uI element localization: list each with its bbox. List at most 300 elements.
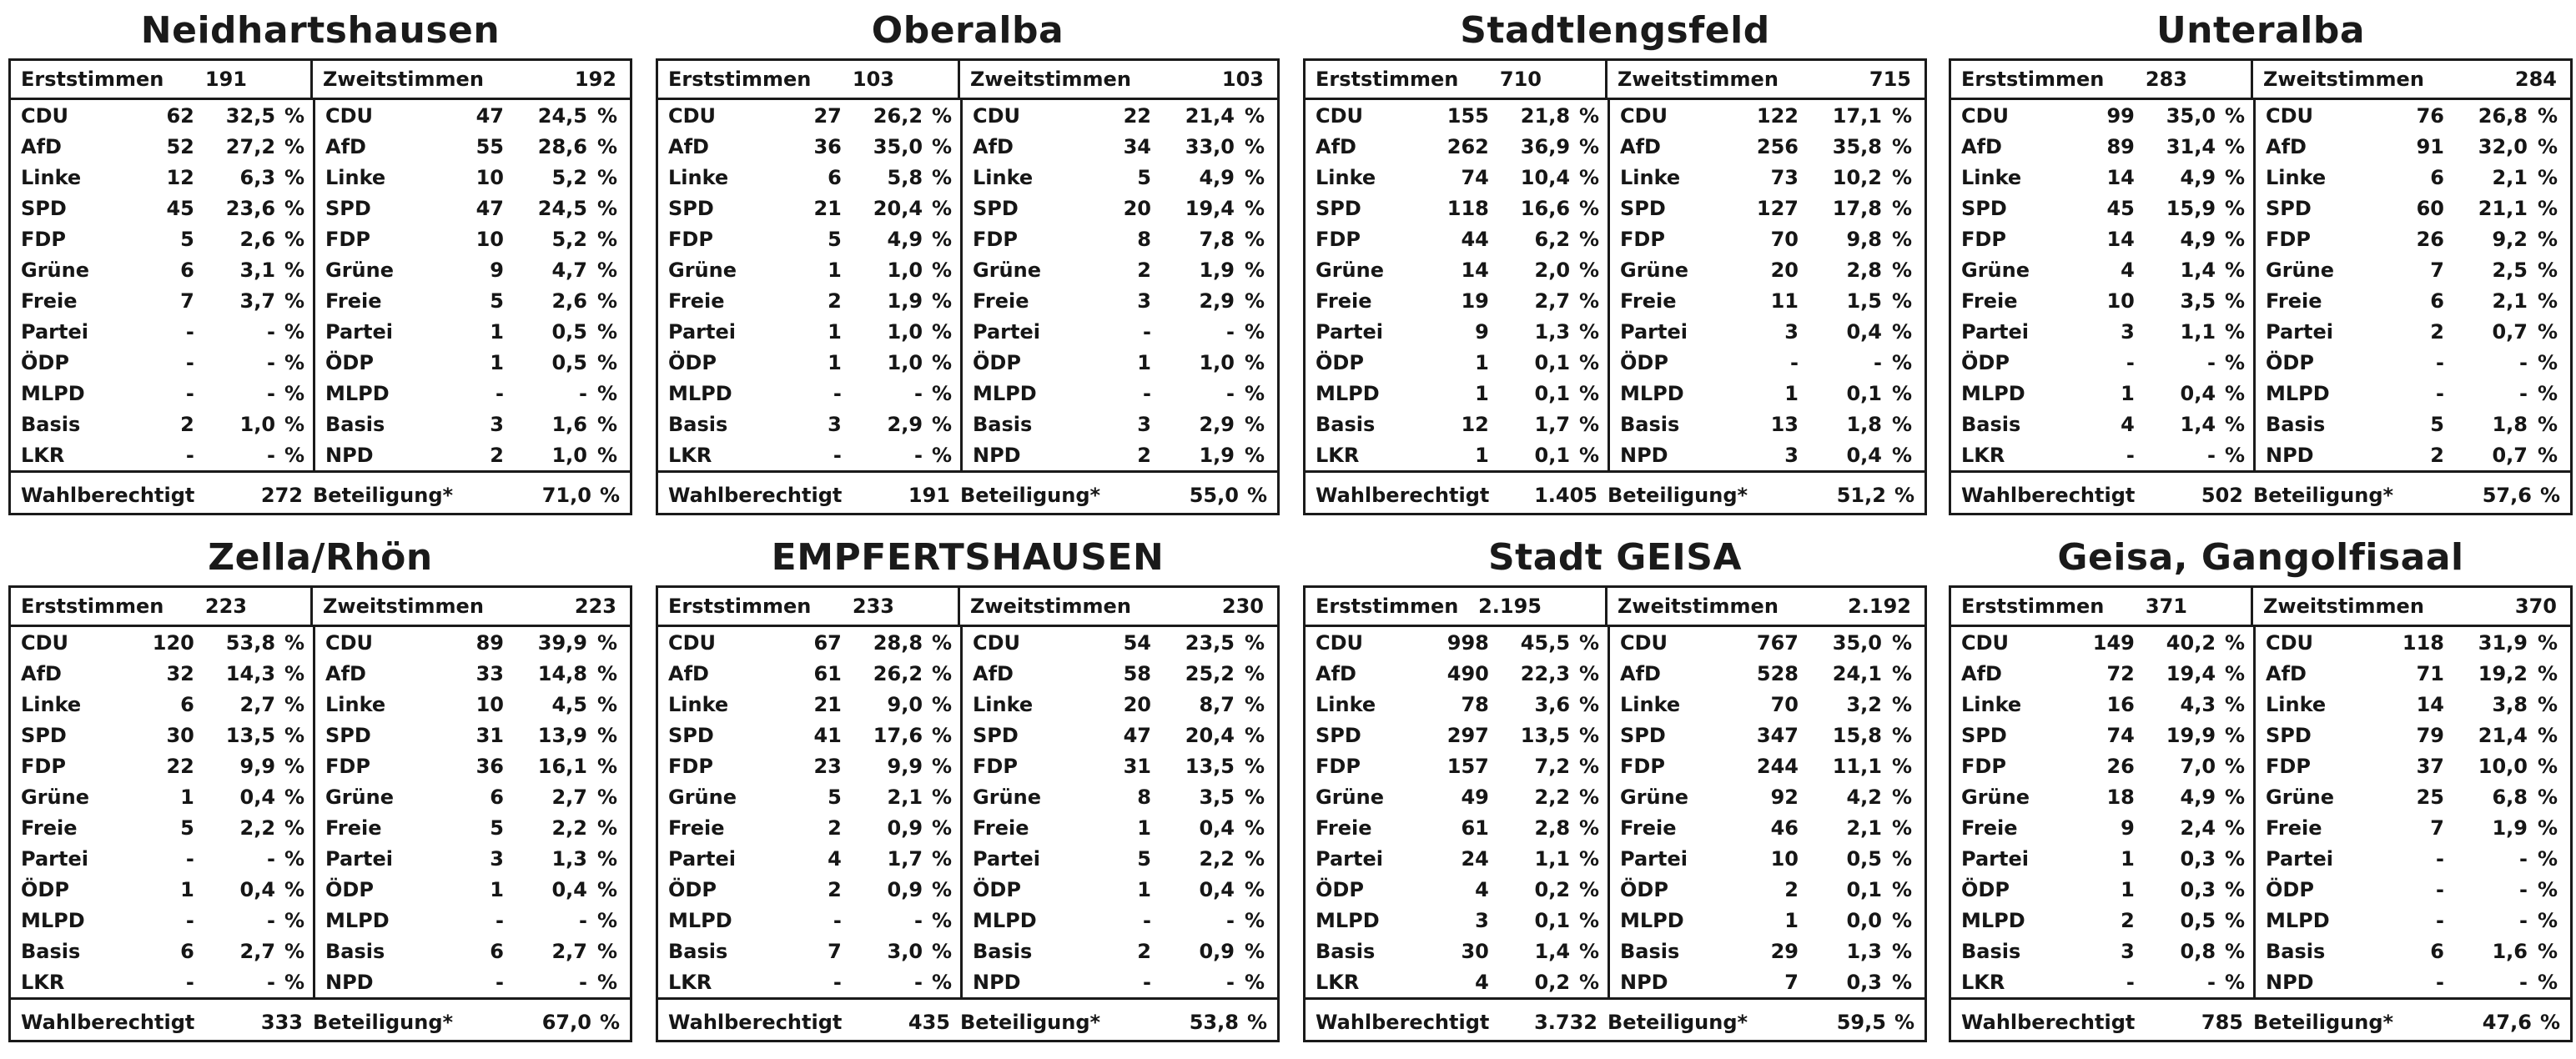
results-card <box>1949 3 2573 515</box>
percent-sign: % <box>2537 754 2558 778</box>
wahlberechtigt-label: Wahlberechtigt <box>668 484 843 507</box>
percent-sign: % <box>2537 908 2558 932</box>
percent-sign: % <box>2224 289 2245 313</box>
table-footer <box>1306 1000 1924 1045</box>
wahlberechtigt-value: 191 <box>908 484 950 507</box>
party-votes: 3 <box>1137 289 1151 313</box>
party-percent: 0,2 <box>1534 877 1571 901</box>
percent-sign: % <box>2537 289 2558 313</box>
party-votes: 78 <box>1461 692 1489 716</box>
party-votes: 5 <box>828 785 842 809</box>
party-votes: - <box>2436 381 2444 405</box>
table-row <box>963 378 1277 409</box>
percent-sign: % <box>1244 227 1265 251</box>
table-row <box>1610 100 1924 131</box>
party-percent: 17,1 <box>1832 103 1882 128</box>
party-name: Freie <box>21 289 78 313</box>
party-name: Linke <box>2266 165 2327 189</box>
party-percent: 26,2 <box>873 103 923 128</box>
party-votes: 244 <box>1756 754 1799 778</box>
party-percent: 2,6 <box>239 227 276 251</box>
zweitstimmen-header <box>1607 588 1924 625</box>
party-percent: 4,3 <box>2180 692 2216 716</box>
table-row <box>1306 843 1607 874</box>
results-table <box>8 58 632 515</box>
percent-sign: % <box>1578 723 1599 747</box>
card-title: EMPFERTSHAUSEN <box>771 536 1165 579</box>
party-percent: 8,7 <box>1199 692 1235 716</box>
party-votes: - <box>185 908 194 932</box>
table-row <box>1610 750 1924 781</box>
party-votes: 1 <box>180 877 194 901</box>
table-footer <box>1306 473 1924 518</box>
party-votes: - <box>185 846 194 871</box>
party-name: Linke <box>1316 692 1376 716</box>
party-percent: - <box>1226 319 1235 344</box>
party-name: LKR <box>1961 443 2005 467</box>
party-votes: 6 <box>2430 939 2444 963</box>
party-votes: - <box>496 970 504 994</box>
party-votes: - <box>2436 350 2444 374</box>
table-row <box>1610 812 1924 843</box>
party-votes: 91 <box>2416 134 2444 158</box>
party-votes: 45 <box>2106 196 2135 220</box>
party-votes: 118 <box>2402 630 2444 655</box>
table-body <box>1951 100 2570 473</box>
table-row <box>1306 347 1607 378</box>
party-votes: 21 <box>813 196 842 220</box>
party-name: Partei <box>21 319 88 344</box>
table-row <box>315 347 630 378</box>
percent-sign: % <box>284 692 304 716</box>
card-title: Stadtlengsfeld <box>1460 9 1770 52</box>
party-votes: - <box>2126 443 2135 467</box>
table-row <box>658 100 960 131</box>
wahlberechtigt-cell <box>1306 1000 1607 1045</box>
party-votes: - <box>2436 970 2444 994</box>
party-votes: 76 <box>2416 103 2444 128</box>
party-percent: 0,1 <box>1846 877 1882 901</box>
percent-sign: % <box>1244 877 1265 901</box>
percent-sign: % <box>1891 816 1912 840</box>
percent-sign: % <box>1244 381 1265 405</box>
party-percent: 19,2 <box>2478 661 2528 685</box>
percent-sign: % <box>1578 908 1599 932</box>
percent-sign: % <box>596 165 617 189</box>
party-percent: 26,8 <box>2478 103 2528 128</box>
percent-sign: % <box>596 877 617 901</box>
percent-sign: % <box>1578 196 1599 220</box>
party-name: Linke <box>2266 692 2327 716</box>
party-votes: 1 <box>1137 816 1151 840</box>
table-row <box>11 843 313 874</box>
party-votes: 9 <box>490 258 504 282</box>
party-name: Partei <box>1620 319 1688 344</box>
party-name: ÖDP <box>21 350 69 374</box>
party-name: Partei <box>1620 846 1688 871</box>
table-row <box>11 223 313 254</box>
party-votes: 528 <box>1756 661 1799 685</box>
party-votes: - <box>1143 970 1151 994</box>
party-percent: 19,4 <box>2166 661 2216 685</box>
party-percent: 2,4 <box>2180 816 2216 840</box>
party-name: NPD <box>973 443 1021 467</box>
party-percent: 35,8 <box>1832 134 1882 158</box>
party-votes: 127 <box>1756 196 1799 220</box>
party-percent: 1,9 <box>1199 443 1235 467</box>
percent-sign: % <box>1244 816 1265 840</box>
party-name: Freie <box>973 289 1029 313</box>
table-row <box>315 966 630 997</box>
party-percent: 2,2 <box>239 816 276 840</box>
zweitstimmen-column <box>963 627 1277 997</box>
table-row <box>658 750 960 781</box>
party-percent: 5,8 <box>887 165 923 189</box>
party-percent: 22,3 <box>1520 661 1571 685</box>
party-name: LKR <box>21 970 65 994</box>
table-row <box>658 254 960 285</box>
results-card <box>656 3 1280 515</box>
results-table <box>656 585 1280 1042</box>
party-name: FDP <box>973 227 1018 251</box>
party-percent: - <box>2207 443 2216 467</box>
party-percent: 0,7 <box>2492 443 2528 467</box>
party-votes: 60 <box>2416 196 2444 220</box>
party-name: ÖDP <box>1620 877 1668 901</box>
party-name: SPD <box>325 723 371 747</box>
party-name: SPD <box>1316 723 1361 747</box>
party-votes: 1 <box>1475 443 1489 467</box>
party-name: MLPD <box>1316 381 1380 405</box>
party-name: Freie <box>2266 289 2322 313</box>
party-percent: 0,4 <box>1846 319 1882 344</box>
percent-sign: % <box>596 196 617 220</box>
percent-sign: % <box>1891 227 1912 251</box>
table-row <box>2256 100 2570 131</box>
party-votes: 1 <box>1475 381 1489 405</box>
party-name: ÖDP <box>325 877 374 901</box>
percent-sign: % <box>2224 846 2245 871</box>
party-votes: 49 <box>1461 785 1489 809</box>
percent-sign: % <box>1891 381 1912 405</box>
party-votes: 490 <box>1446 661 1489 685</box>
table-row <box>315 720 630 750</box>
table-row <box>1306 316 1607 347</box>
party-name: LKR <box>1961 970 2005 994</box>
wahlberechtigt-cell <box>1306 473 1607 518</box>
party-percent: 2,1 <box>1846 816 1882 840</box>
party-percent: 7,2 <box>1534 754 1571 778</box>
card-title: Geisa, Gangolfisaal <box>2057 536 2464 579</box>
party-percent: 1,3 <box>1846 939 1882 963</box>
percent-sign: % <box>1891 908 1912 932</box>
table-row <box>1610 905 1924 936</box>
table-footer <box>658 1000 1277 1045</box>
party-name: SPD <box>973 196 1019 220</box>
party-name: AfD <box>2266 661 2307 685</box>
table-row <box>2256 627 2570 658</box>
party-name: Basis <box>2266 412 2326 436</box>
party-votes: - <box>833 970 842 994</box>
percent-sign: % <box>596 754 617 778</box>
party-votes: 6 <box>2430 165 2444 189</box>
party-percent: - <box>914 970 923 994</box>
percent-sign: % <box>284 134 304 158</box>
party-votes: 1 <box>1137 877 1151 901</box>
table-row <box>1951 936 2253 966</box>
party-name: FDP <box>668 227 713 251</box>
party-votes: 2 <box>2121 908 2135 932</box>
party-votes: - <box>833 443 842 467</box>
party-name: FDP <box>1620 754 1665 778</box>
party-votes: 13 <box>1770 412 1799 436</box>
table-row <box>963 254 1277 285</box>
party-name: Linke <box>325 165 386 189</box>
erststimmen-total: 103 <box>852 68 894 91</box>
party-name: ÖDP <box>668 350 717 374</box>
erststimmen-column <box>658 627 963 997</box>
party-percent: 3,6 <box>1534 692 1571 716</box>
table-row <box>2256 254 2570 285</box>
percent-sign: % <box>596 103 617 128</box>
party-percent: 3,5 <box>2180 289 2216 313</box>
party-percent: 27,2 <box>225 134 276 158</box>
table-row <box>315 781 630 812</box>
party-name: MLPD <box>21 381 85 405</box>
table-row <box>1951 285 2253 316</box>
party-name: Freie <box>1316 816 1372 840</box>
party-votes: - <box>1143 908 1151 932</box>
beteiligung-value: 53,8 <box>1189 1011 1239 1034</box>
erststimmen-total: 233 <box>852 595 894 618</box>
party-percent: 1,9 <box>887 289 923 313</box>
percent-sign: % <box>596 289 617 313</box>
party-name: LKR <box>668 443 712 467</box>
party-name: FDP <box>668 754 713 778</box>
party-votes: 4 <box>828 846 842 871</box>
percent-sign: % <box>1891 877 1912 901</box>
zweitstimmen-total: 103 <box>1221 68 1264 91</box>
table-row <box>658 223 960 254</box>
table-row <box>11 378 313 409</box>
percent-sign: % <box>1578 319 1599 344</box>
party-name: FDP <box>21 227 66 251</box>
beteiligung-cell <box>2253 1000 2570 1045</box>
party-percent: 3,8 <box>2492 692 2528 716</box>
wahlberechtigt-value: 272 <box>260 484 303 507</box>
percent-sign: % <box>1891 754 1912 778</box>
zweitstimmen-header <box>960 588 1277 625</box>
party-name: ÖDP <box>21 877 69 901</box>
percent-sign: % <box>284 103 304 128</box>
table-row <box>1951 627 2253 658</box>
party-percent: 2,9 <box>1199 289 1235 313</box>
percent-sign: % <box>284 785 304 809</box>
party-name: Basis <box>668 412 728 436</box>
percent-sign: % <box>931 908 952 932</box>
party-percent: 0,9 <box>887 816 923 840</box>
party-votes: 3 <box>490 846 504 871</box>
party-percent: 0,8 <box>2180 939 2216 963</box>
table-row <box>2256 162 2570 193</box>
party-name: LKR <box>21 443 65 467</box>
party-name: SPD <box>973 723 1019 747</box>
percent-sign: % <box>2224 908 2245 932</box>
party-name: ÖDP <box>973 877 1021 901</box>
party-percent: 2,7 <box>551 785 587 809</box>
party-percent: 35,0 <box>2166 103 2216 128</box>
table-row <box>963 689 1277 720</box>
wahlberechtigt-value: 502 <box>2201 484 2243 507</box>
table-row <box>963 316 1277 347</box>
party-name: NPD <box>2266 443 2314 467</box>
table-row <box>1306 627 1607 658</box>
party-name: CDU <box>1620 103 1668 128</box>
table-footer <box>658 473 1277 518</box>
wahlberechtigt-cell <box>1951 473 2253 518</box>
party-name: Grüne <box>1961 258 2030 282</box>
party-percent: 0,5 <box>551 350 587 374</box>
party-votes: - <box>496 908 504 932</box>
party-votes: 2 <box>1137 939 1151 963</box>
party-votes: 10 <box>1770 846 1799 871</box>
party-percent: 0,1 <box>1846 381 1882 405</box>
table-row <box>963 193 1277 223</box>
percent-sign: % <box>596 381 617 405</box>
party-votes: - <box>185 319 194 344</box>
table-row <box>1610 254 1924 285</box>
party-name: SPD <box>21 196 67 220</box>
party-name: LKR <box>1316 970 1360 994</box>
party-name: CDU <box>1316 630 1364 655</box>
party-percent: - <box>2519 846 2528 871</box>
table-row <box>1306 720 1607 750</box>
percent-sign: % <box>1244 103 1265 128</box>
percent-sign: % <box>1244 939 1265 963</box>
party-votes: - <box>185 381 194 405</box>
party-votes: 6 <box>180 258 194 282</box>
party-votes: 46 <box>1770 816 1799 840</box>
table-row <box>2256 409 2570 439</box>
party-percent: 0,4 <box>239 785 276 809</box>
party-percent: 2,7 <box>551 939 587 963</box>
percent-sign: % <box>1244 723 1265 747</box>
table-row <box>2256 658 2570 689</box>
table-row <box>1306 223 1607 254</box>
party-name: AfD <box>1316 661 1356 685</box>
party-name: FDP <box>973 754 1018 778</box>
party-name: SPD <box>1620 196 1666 220</box>
party-percent: 1,1 <box>2180 319 2216 344</box>
table-row <box>1610 627 1924 658</box>
party-votes: 74 <box>1461 165 1489 189</box>
percent-sign: % <box>2224 939 2245 963</box>
party-votes: - <box>833 381 842 405</box>
party-percent: - <box>2519 877 2528 901</box>
party-votes: 11 <box>1770 289 1799 313</box>
party-name: NPD <box>1620 443 1668 467</box>
party-votes: - <box>833 908 842 932</box>
party-votes: 6 <box>828 165 842 189</box>
party-percent: 0,3 <box>2180 877 2216 901</box>
party-percent: 20,4 <box>1185 723 1235 747</box>
erststimmen-label: Erststimmen <box>668 595 812 618</box>
beteiligung-value: 57,6 <box>2482 484 2532 507</box>
party-votes: 1 <box>2121 381 2135 405</box>
party-name: Partei <box>1316 846 1383 871</box>
party-name: Basis <box>973 939 1033 963</box>
table-row <box>1610 936 1924 966</box>
party-percent: 1,0 <box>887 319 923 344</box>
table-row <box>11 689 313 720</box>
percent-sign: % <box>2537 443 2558 467</box>
erststimmen-header <box>1306 588 1607 625</box>
party-percent: - <box>1226 381 1235 405</box>
party-percent: 9,8 <box>1846 227 1882 251</box>
party-name: FDP <box>21 754 66 778</box>
party-percent: 4,9 <box>887 227 923 251</box>
wahlberechtigt-value: 1.405 <box>1534 484 1597 507</box>
percent-sign: % <box>931 165 952 189</box>
percent-sign: % <box>931 412 952 436</box>
party-percent: 2,7 <box>1534 289 1571 313</box>
table-row <box>2256 439 2570 470</box>
table-row <box>1951 689 2253 720</box>
party-percent: 1,4 <box>1534 939 1571 963</box>
party-name: Basis <box>1961 412 2021 436</box>
percent-sign: % <box>1578 970 1599 994</box>
party-name: Partei <box>2266 846 2333 871</box>
table-row <box>963 347 1277 378</box>
party-votes: 3 <box>2121 319 2135 344</box>
party-percent: 1,6 <box>551 412 587 436</box>
party-percent: - <box>267 908 276 932</box>
party-name: MLPD <box>21 908 85 932</box>
party-votes: 36 <box>813 134 842 158</box>
beteiligung-cell <box>313 473 630 518</box>
party-votes: 2 <box>1137 258 1151 282</box>
percent-sign: % <box>1578 661 1599 685</box>
party-votes: 3 <box>490 412 504 436</box>
party-name: CDU <box>325 630 374 655</box>
percent-sign: % <box>2537 350 2558 374</box>
percent-sign: % <box>2224 412 2245 436</box>
party-percent: - <box>579 381 587 405</box>
percent-sign: % <box>1891 258 1912 282</box>
party-percent: 4,5 <box>551 692 587 716</box>
table-row <box>315 409 630 439</box>
table-row <box>658 378 960 409</box>
party-percent: - <box>2519 381 2528 405</box>
party-percent: 0,4 <box>551 877 587 901</box>
party-percent: 33,0 <box>1185 134 1235 158</box>
table-row <box>315 874 630 905</box>
party-name: Partei <box>973 319 1040 344</box>
party-votes: 72 <box>2106 661 2135 685</box>
erststimmen-label: Erststimmen <box>21 68 164 91</box>
percent-sign: % <box>2537 970 2558 994</box>
party-name: MLPD <box>1316 908 1380 932</box>
party-percent: 1,8 <box>2492 412 2528 436</box>
percent-sign: % <box>1244 754 1265 778</box>
party-votes: - <box>496 381 504 405</box>
percent-sign: % <box>2224 134 2245 158</box>
party-percent: 1,7 <box>887 846 923 871</box>
table-header <box>1951 61 2570 100</box>
zweitstimmen-total: 370 <box>2514 595 2557 618</box>
party-name: CDU <box>668 103 717 128</box>
table-row <box>1951 316 2253 347</box>
